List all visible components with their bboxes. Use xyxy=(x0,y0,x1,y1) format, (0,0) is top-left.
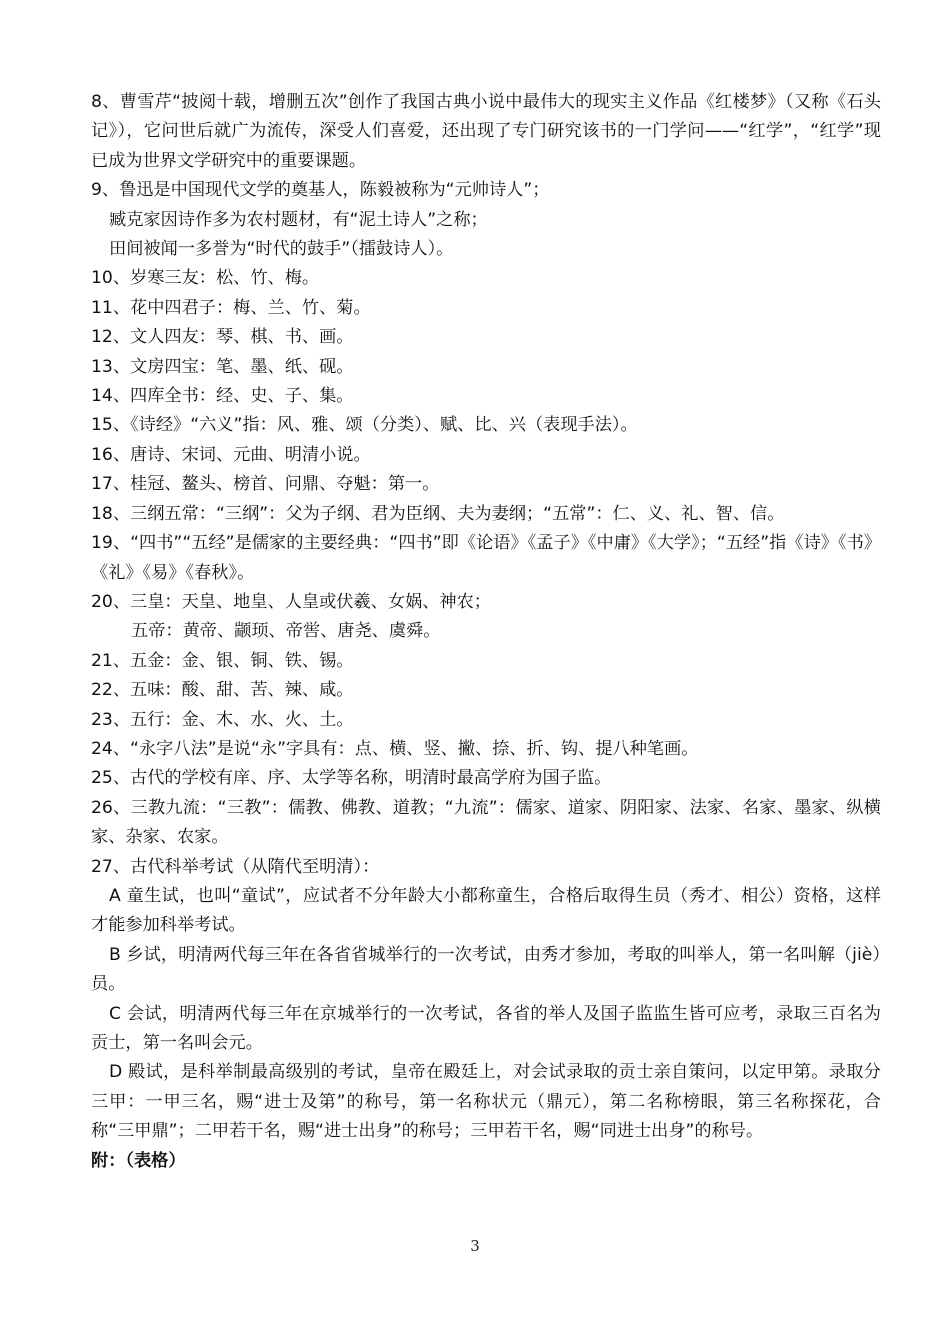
item-9-paragraph: 9、鲁迅是中国现代文学的奠基人，陈毅被称为“元帅诗人”； xyxy=(91,180,550,201)
item-12-paragraph: 12、文人四友：琴、棋、书、画。 xyxy=(91,327,354,348)
document-body xyxy=(91,88,881,1176)
item-20-paragraph: 20、三皇：天皇、地皇、人皇或伏羲、女娲、神农； xyxy=(91,591,491,612)
item-9-line-3: 田间被闻一多誉为“时代的鼓手”（擂鼓诗人）。 xyxy=(109,239,454,260)
item-19-paragraph: 19、“四书”“五经”是儒家的主要经典：“四书”即《论语》《孟子》《中庸》《大学》；“五经”指《诗》《书》《礼》《易》《春秋》。 xyxy=(91,533,881,583)
item-24-paragraph: 24、“永字八法”是说“永”字具有：点、横、竖、撇、捺、折、钩、提八种笔画。 xyxy=(91,738,699,759)
item-25-paragraph: 25、古代的学校有庠、序、太学等名称，明清时最高学府为国子监。 xyxy=(91,768,612,789)
item-27-sub-b: B 乡试，明清两代每三年在各省省城举行的一次考试，由秀才参加，考取的叫举人，第一名叫解（jiè）员。 xyxy=(91,944,881,995)
item-10-paragraph: 10、岁寒三友：松、竹、梅。 xyxy=(91,268,320,289)
page-number: 3 xyxy=(470,1237,480,1255)
item-23-paragraph: 23、五行：金、木、水、火、土。 xyxy=(91,709,354,730)
item-27-sub-d: D 殿试，是科举制最高级别的考试，皇帝在殿廷上，对会试录取的贡士亲自策问，以定甲第。录取分三甲：一甲三名，赐“进士及第”的称号，第一名称状元（鼎元），第二名称榜眼，第三名称探花，合称“三甲鼎”；二甲若干名，赐“进士出身”的称号；三甲若干名，赐“同进士出身”的称号。 xyxy=(91,1062,881,1142)
item-13-paragraph: 13、文房四宝：笔、墨、纸、砚。 xyxy=(91,356,354,377)
item-15-paragraph: 15、《诗经》“六义”指：风、雅、颂（分类）、赋、比、兴（表现手法）。 xyxy=(91,415,638,436)
appendix-heading: 附：（表格） xyxy=(91,1150,186,1171)
item-8-paragraph: 8、曹雪芹“披阅十载，增删五次”创作了我国古典小说中最伟大的现实主义作品《红楼梦》（又称《石头记》），它问世后就广为流传，深受人们喜爱，还出现了专门研究该书的一门学问——“红学”，“红学”现已成为世界文学研究中的重要课题。 xyxy=(91,92,881,171)
item-18-paragraph: 18、三纲五常：“三纲”：父为子纲、君为臣纲、夫为妻纲；“五常”：仁、义、礼、智、信。 xyxy=(91,503,785,524)
item-21-paragraph: 21、五金：金、银、铜、铁、锡。 xyxy=(91,650,354,671)
item-26-paragraph: 26、三教九流：“三教”：儒教、佛教、道教；“九流”：儒家、道家、阴阳家、法家、名家、墨家、纵横家、杂家、农家。 xyxy=(91,797,881,848)
item-14-paragraph: 14、四库全书：经、史、子、集。 xyxy=(91,386,354,407)
item-22-paragraph: 22、五味：酸、甜、苦、辣、咸。 xyxy=(91,680,354,701)
item-16-paragraph: 16、唐诗、宋词、元曲、明清小说。 xyxy=(91,444,371,465)
item-9-line-2: 臧克家因诗作多为农村题材，有“泥土诗人”之称； xyxy=(109,209,488,230)
item-27-paragraph: 27、古代科举考试（从隋代至明清）： xyxy=(91,856,380,877)
item-27-sub-c: C 会试，明清两代每三年在京城举行的一次考试，各省的举人及国子监监生皆可应考，录取三百名为贡士，第一名叫会元。 xyxy=(91,1003,881,1053)
item-17-paragraph: 17、桂冠、鳌头、榜首、问鼎、夺魁：第一。 xyxy=(91,474,440,495)
item-27-sub-a: A 童生试，也叫“童试”，应试者不分年龄大小都称童生，合格后取得生员（秀才、相公）资格，这样才能参加科举考试。 xyxy=(91,885,881,936)
item-20-line-2: 五帝：黄帝、颛顼、帝喾、唐尧、虞舜。 xyxy=(131,621,441,642)
item-11-paragraph: 11、花中四君子：梅、兰、竹、菊。 xyxy=(91,297,371,318)
